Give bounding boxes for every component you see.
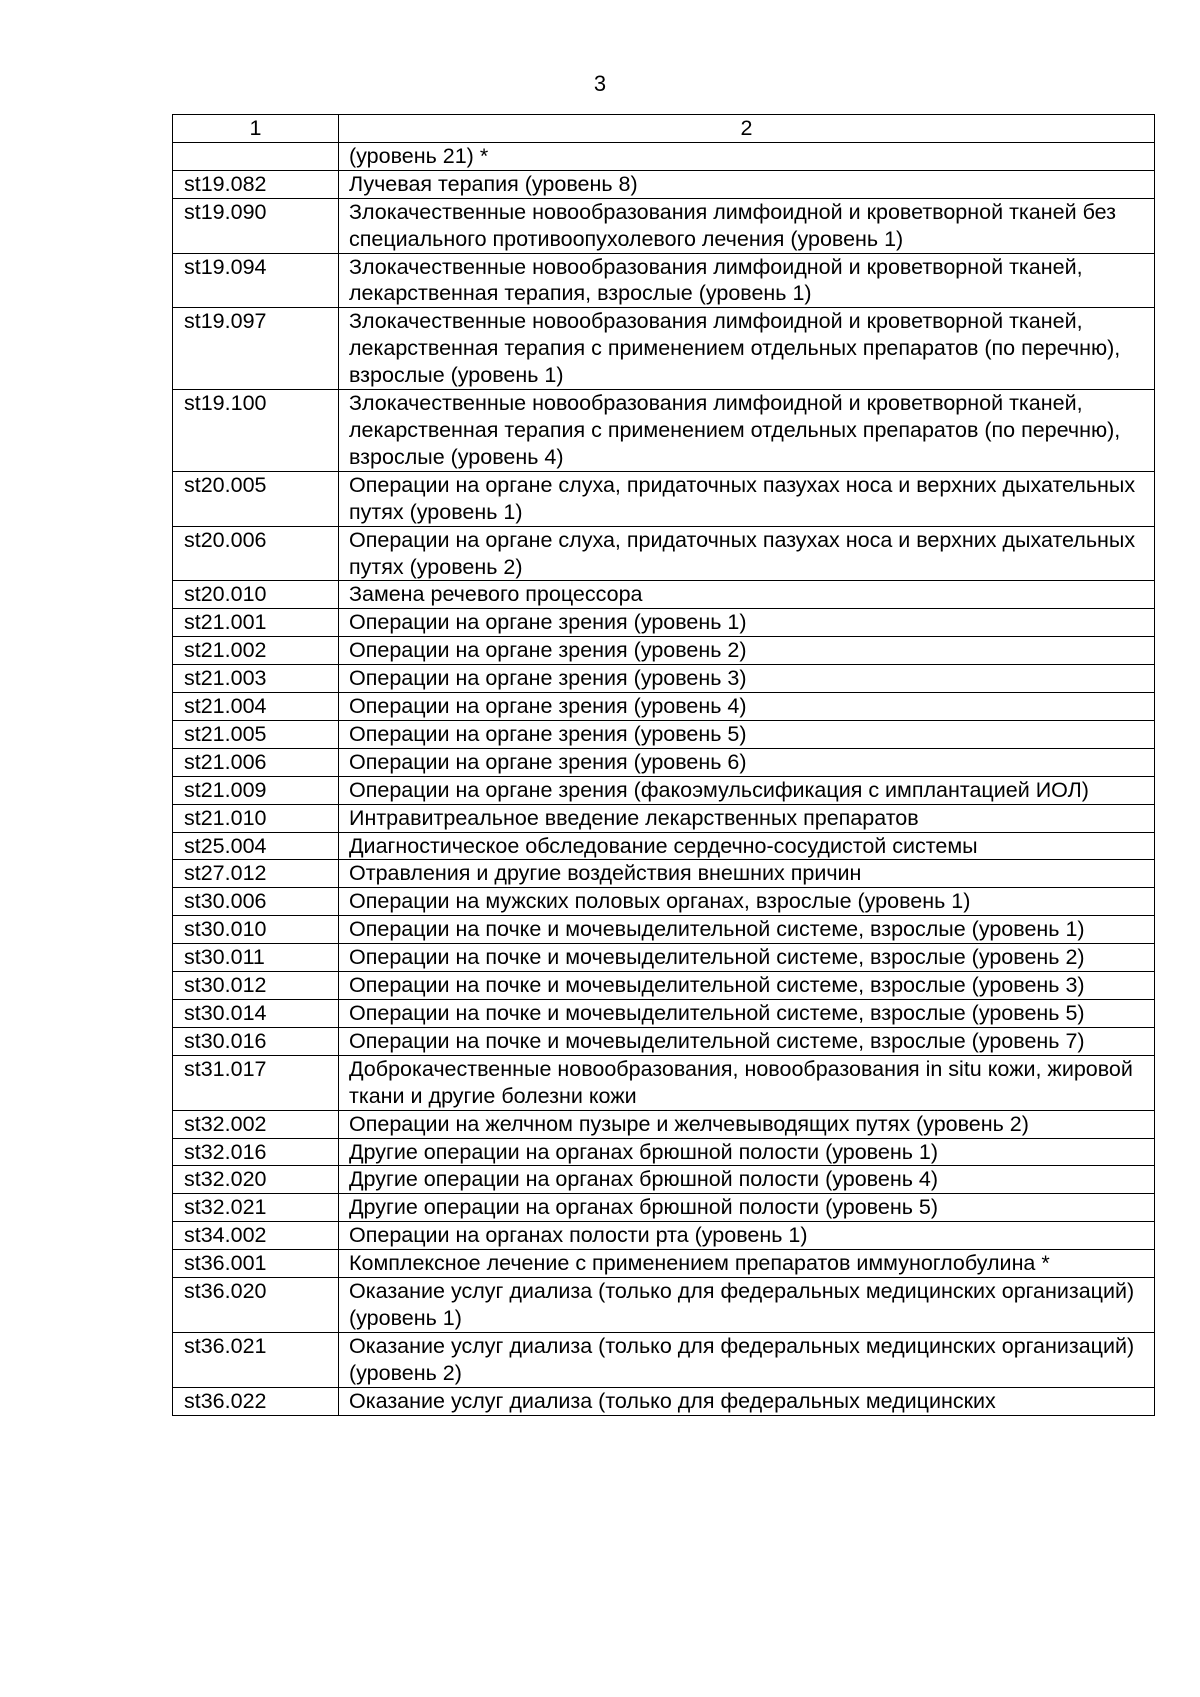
row-name-cell: Операции на органе зрения (уровень 3): [339, 665, 1155, 693]
row-code-cell: st30.006: [173, 888, 339, 916]
table-row: [173, 1194, 1155, 1222]
row-name-cell: Другие операции на органах брюшной полости (уровень 1): [339, 1138, 1155, 1166]
row-code-cell: st20.010: [173, 581, 339, 609]
table-row: [173, 1027, 1155, 1055]
row-code-cell: st30.012: [173, 972, 339, 1000]
row-name-cell: Операции на почке и мочевыделительной системе, взрослые (уровень 5): [339, 1000, 1155, 1028]
row-name-cell: Операции на желчном пузыре и желчевыводящих путях (уровень 2): [339, 1110, 1155, 1138]
row-name-cell: Доброкачественные новообразования, новообразования in situ кожи, жировой ткани и другие болезни кожи: [339, 1055, 1155, 1110]
row-name-cell: Операции на органе слуха, придаточных пазухах носа и верхних дыхательных путях (уровень 2): [339, 526, 1155, 581]
table-row: [173, 1138, 1155, 1166]
row-name-cell: Операции на органе зрения (уровень 2): [339, 637, 1155, 665]
row-name-cell: Операции на мужских половых органах, взрослые (уровень 1): [339, 888, 1155, 916]
row-name-cell: Злокачественные новообразования лимфоидной и кроветворной тканей, лекарственная терапия, взрослые (уровень 1): [339, 253, 1155, 308]
table-row: [173, 1110, 1155, 1138]
row-code-cell: st36.021: [173, 1332, 339, 1387]
row-code-cell: st19.097: [173, 308, 339, 390]
row-name-cell: Операции на почке и мочевыделительной системе, взрослые (уровень 2): [339, 944, 1155, 972]
column-header-code: 1: [173, 115, 339, 143]
table-row: [173, 1000, 1155, 1028]
row-name-cell: Другие операции на органах брюшной полости (уровень 5): [339, 1194, 1155, 1222]
row-code-cell: st21.002: [173, 637, 339, 665]
row-code-cell: st30.016: [173, 1027, 339, 1055]
row-code-cell: st20.005: [173, 471, 339, 526]
table-row: [173, 390, 1155, 472]
table-row: [173, 748, 1155, 776]
row-name-cell: Операции на почке и мочевыделительной системе, взрослые (уровень 3): [339, 972, 1155, 1000]
row-code-cell: st21.004: [173, 693, 339, 721]
table-row: [173, 1250, 1155, 1278]
row-name-cell: Злокачественные новообразования лимфоидной и кроветворной тканей, лекарственная терапия с применением отдельных препаратов (по перечню), взрослые (уровень 4): [339, 390, 1155, 472]
row-code-cell: st36.022: [173, 1387, 339, 1415]
row-name-cell: Операции на органах полости рта (уровень 1): [339, 1222, 1155, 1250]
row-name-cell: Операции на органе зрения (уровень 4): [339, 693, 1155, 721]
row-name-cell: Злокачественные новообразования лимфоидной и кроветворной тканей, лекарственная терапия с применением отдельных препаратов (по перечню), взрослые (уровень 1): [339, 308, 1155, 390]
table-row: [173, 1222, 1155, 1250]
row-code-cell: st21.010: [173, 804, 339, 832]
row-code-cell: st21.003: [173, 665, 339, 693]
table-body: [173, 142, 1155, 1415]
row-code-cell: [173, 142, 339, 170]
row-name-cell: Операции на почке и мочевыделительной системе, взрослые (уровень 1): [339, 916, 1155, 944]
row-name-cell: Замена речевого процессора: [339, 581, 1155, 609]
row-code-cell: st27.012: [173, 860, 339, 888]
table-row: [173, 581, 1155, 609]
row-code-cell: st25.004: [173, 832, 339, 860]
row-name-cell: Оказание услуг диализа (только для федеральных медицинских: [339, 1387, 1155, 1415]
row-name-cell: Оказание услуг диализа (только для федеральных медицинских организаций) (уровень 2): [339, 1332, 1155, 1387]
row-code-cell: st31.017: [173, 1055, 339, 1110]
table-row: [173, 637, 1155, 665]
table-row: [173, 170, 1155, 198]
row-name-cell: Операции на органе слуха, придаточных пазухах носа и верхних дыхательных путях (уровень 1): [339, 471, 1155, 526]
row-code-cell: st19.100: [173, 390, 339, 472]
table-row: [173, 860, 1155, 888]
row-name-cell: Операции на органе зрения (факоэмульсификация с имплантацией ИОЛ): [339, 776, 1155, 804]
table-row: [173, 198, 1155, 253]
table-row: [173, 526, 1155, 581]
table-row: [173, 471, 1155, 526]
column-header-name: 2: [339, 115, 1155, 143]
row-name-cell: Операции на органе зрения (уровень 6): [339, 748, 1155, 776]
row-name-cell: Отравления и другие воздействия внешних причин: [339, 860, 1155, 888]
row-code-cell: st30.014: [173, 1000, 339, 1028]
row-name-cell: Интравитреальное введение лекарственных препаратов: [339, 804, 1155, 832]
table-row: [173, 804, 1155, 832]
row-name-cell: Злокачественные новообразования лимфоидной и кроветворной тканей без специального противоопухолевого лечения (уровень 1): [339, 198, 1155, 253]
table-row: [173, 1332, 1155, 1387]
row-code-cell: st30.011: [173, 944, 339, 972]
row-code-cell: st32.016: [173, 1138, 339, 1166]
row-name-cell: Операции на органе зрения (уровень 1): [339, 609, 1155, 637]
row-name-cell: Диагностическое обследование сердечно-сосудистой системы: [339, 832, 1155, 860]
table-row: [173, 1166, 1155, 1194]
row-code-cell: st21.005: [173, 720, 339, 748]
row-name-cell: (уровень 21) *: [339, 142, 1155, 170]
row-code-cell: st32.020: [173, 1166, 339, 1194]
table-row: [173, 609, 1155, 637]
row-code-cell: st20.006: [173, 526, 339, 581]
row-code-cell: st21.009: [173, 776, 339, 804]
row-code-cell: st19.090: [173, 198, 339, 253]
table-row: [173, 720, 1155, 748]
row-code-cell: st30.010: [173, 916, 339, 944]
row-name-cell: Другие операции на органах брюшной полости (уровень 4): [339, 1166, 1155, 1194]
row-code-cell: st19.094: [173, 253, 339, 308]
table-row: [173, 665, 1155, 693]
row-name-cell: Операции на органе зрения (уровень 5): [339, 720, 1155, 748]
table-row: [173, 944, 1155, 972]
row-code-cell: st32.002: [173, 1110, 339, 1138]
table-row: [173, 888, 1155, 916]
table-row: [173, 916, 1155, 944]
table-row: [173, 1387, 1155, 1415]
row-code-cell: st34.002: [173, 1222, 339, 1250]
table-row: [173, 832, 1155, 860]
row-name-cell: Оказание услуг диализа (только для федеральных медицинских организаций) (уровень 1): [339, 1278, 1155, 1333]
table-header-row: [173, 115, 1155, 143]
row-name-cell: Операции на почке и мочевыделительной системе, взрослые (уровень 7): [339, 1027, 1155, 1055]
row-name-cell: Лучевая терапия (уровень 8): [339, 170, 1155, 198]
table-row: [173, 142, 1155, 170]
table-row: [173, 1055, 1155, 1110]
row-code-cell: st36.001: [173, 1250, 339, 1278]
row-name-cell: Комплексное лечение с применением препаратов иммуноглобулина *: [339, 1250, 1155, 1278]
row-code-cell: st19.082: [173, 170, 339, 198]
row-code-cell: st32.021: [173, 1194, 339, 1222]
row-code-cell: st36.020: [173, 1278, 339, 1333]
row-code-cell: st21.001: [173, 609, 339, 637]
table-row: [173, 693, 1155, 721]
table-row: [173, 1278, 1155, 1333]
page-number: 3: [593, 71, 607, 96]
table-row: [173, 253, 1155, 308]
table-row: [173, 308, 1155, 390]
row-code-cell: st21.006: [173, 748, 339, 776]
tariff-table: [172, 114, 1155, 1416]
table-row: [173, 776, 1155, 804]
table-row: [173, 972, 1155, 1000]
